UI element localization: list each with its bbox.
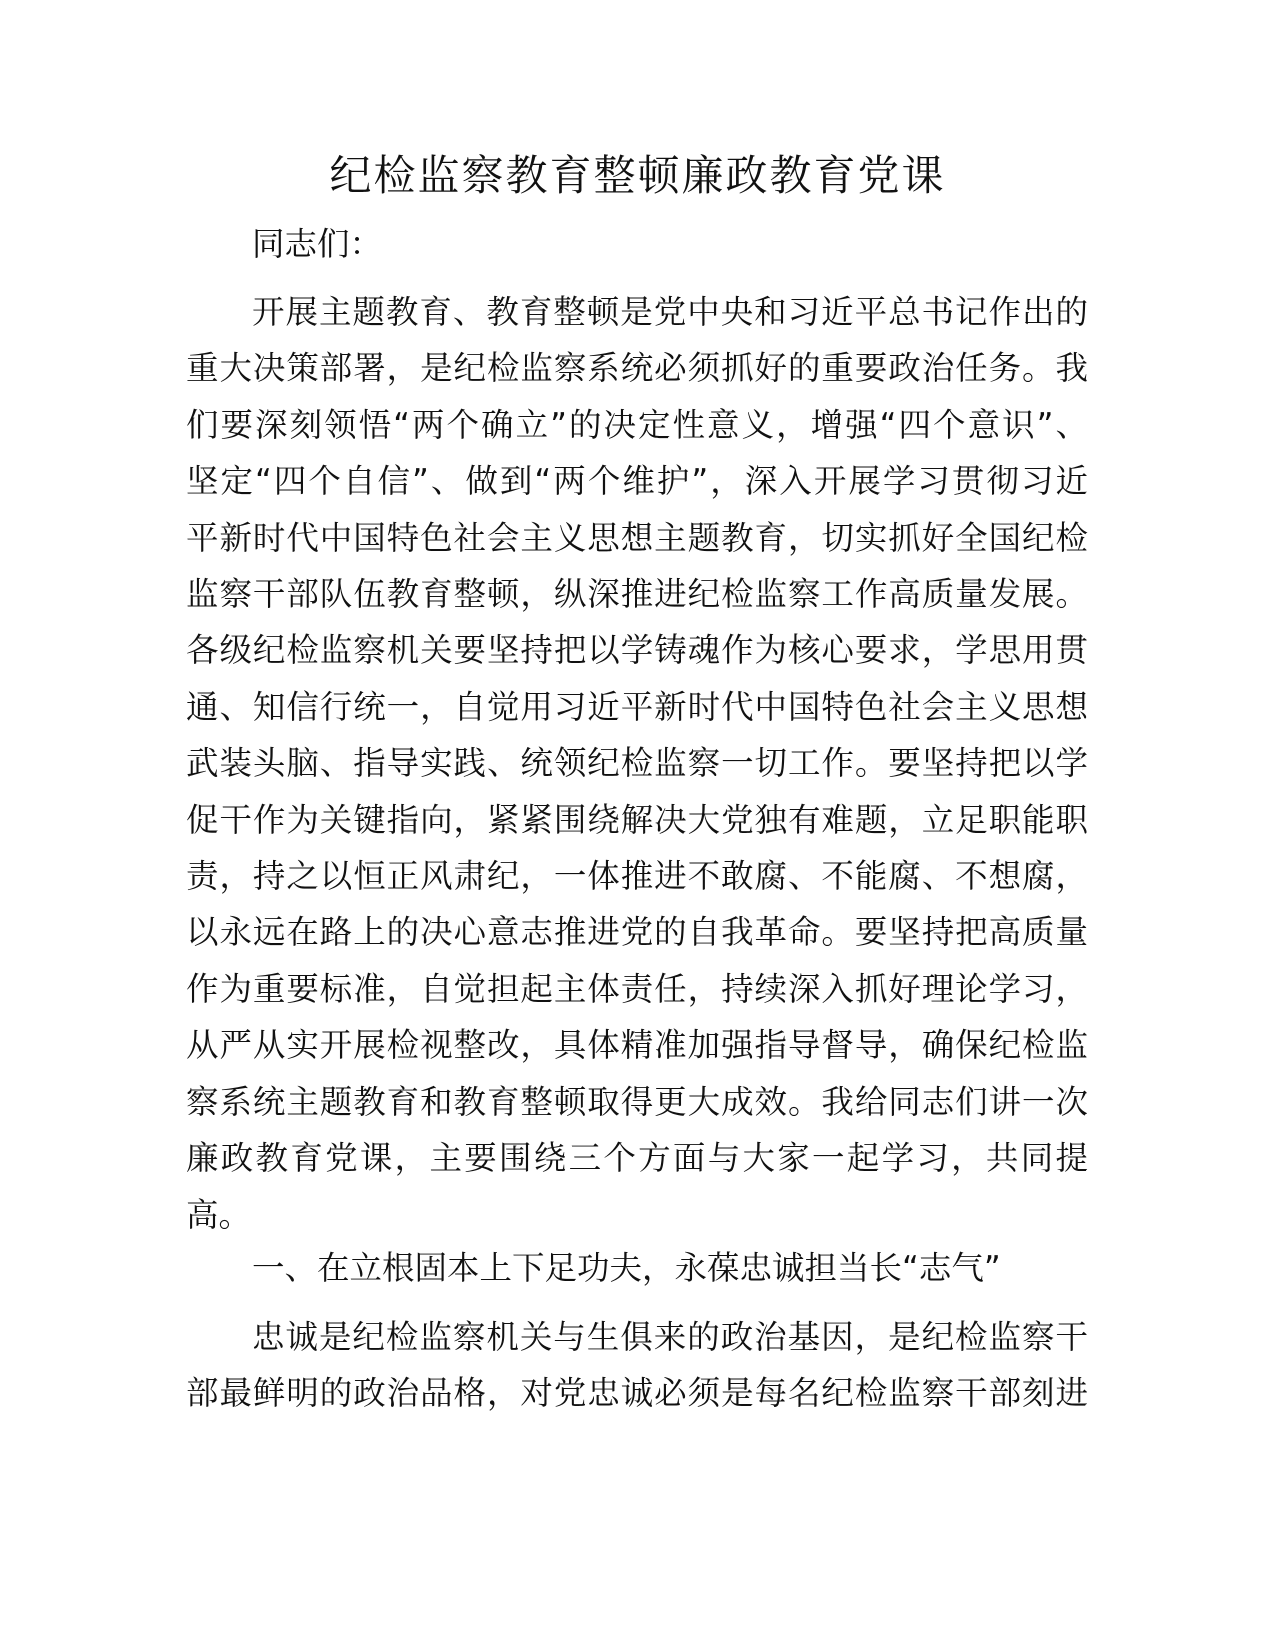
paragraph-line: 部最鲜明的政治品格，对党忠诚必须是每名纪检监察干部刻进	[186, 1374, 1088, 1413]
paragraph-line: 武装头脑、指导实践、统领纪检监察一切工作。要坚持把以学	[186, 744, 1088, 783]
paragraph-line: 责，持之以恒正风肃纪，一体推进不敢腐、不能腐、不想腐，	[186, 857, 1088, 896]
paragraph-line: 各级纪检监察机关要坚持把以学铸魂作为核心要求，学思用贯	[186, 631, 1088, 670]
paragraph-line: 开展主题教育、教育整顿是党中央和习近平总书记作出的	[252, 293, 1088, 331]
paragraph-line: 以永远在路上的决心意志推进党的自我革命。要坚持把高质量	[186, 913, 1088, 952]
paragraph-line: 监察干部队伍教育整顿，纵深推进纪检监察工作高质量发展。	[186, 575, 1088, 614]
salutation: 同志们：	[252, 225, 383, 263]
paragraph-line: 高。	[186, 1195, 252, 1234]
paragraph-line: 从严从实开展检视整改，具体精准加强指导督导，确保纪检监	[186, 1026, 1088, 1065]
paragraph-line: 平新时代中国特色社会主义思想主题教育，切实抓好全国纪检	[186, 518, 1088, 557]
paragraph-line: 忠诚是纪检监察机关与生俱来的政治基因，是纪检监察干	[252, 1318, 1088, 1356]
paragraph-line: 作为重要标准，自觉担起主体责任，持续深入抓好理论学习，	[186, 969, 1088, 1008]
document-title: 纪检监察教育整顿廉政教育党课	[329, 151, 946, 200]
paragraph-line: 们要深刻领悟“两个确立”的决定性意义，增强“四个意识”、	[186, 405, 1088, 444]
paragraph-line: 重大决策部署，是纪检监察系统必须抓好的重要政治任务。我	[186, 349, 1088, 388]
paragraph-2	[186, 1309, 1088, 1422]
paragraph-line: 通、知信行统一，自觉用习近平新时代中国特色社会主义思想	[186, 687, 1088, 726]
section-1-heading-block	[186, 1240, 1088, 1297]
salutation-block	[186, 216, 1088, 273]
paragraph-line: 促干作为关键指向，紧紧围绕解决大党独有难题，立足职能职	[186, 800, 1088, 839]
paragraph-line: 察系统主题教育和教育整顿取得更大成效。我给同志们讲一次	[186, 1082, 1088, 1121]
section-heading: 一、在立根固本上下足功夫，永葆忠诚担当长“志气”	[252, 1249, 1001, 1287]
paragraph-line: 坚定“四个自信”、做到“两个维护”，深入开展学习贯彻习近	[186, 462, 1088, 501]
paragraph-line: 廉政教育党课，主要围绕三个方面与大家一起学习，共同提	[186, 1139, 1088, 1178]
paragraph-1	[186, 284, 1088, 1243]
